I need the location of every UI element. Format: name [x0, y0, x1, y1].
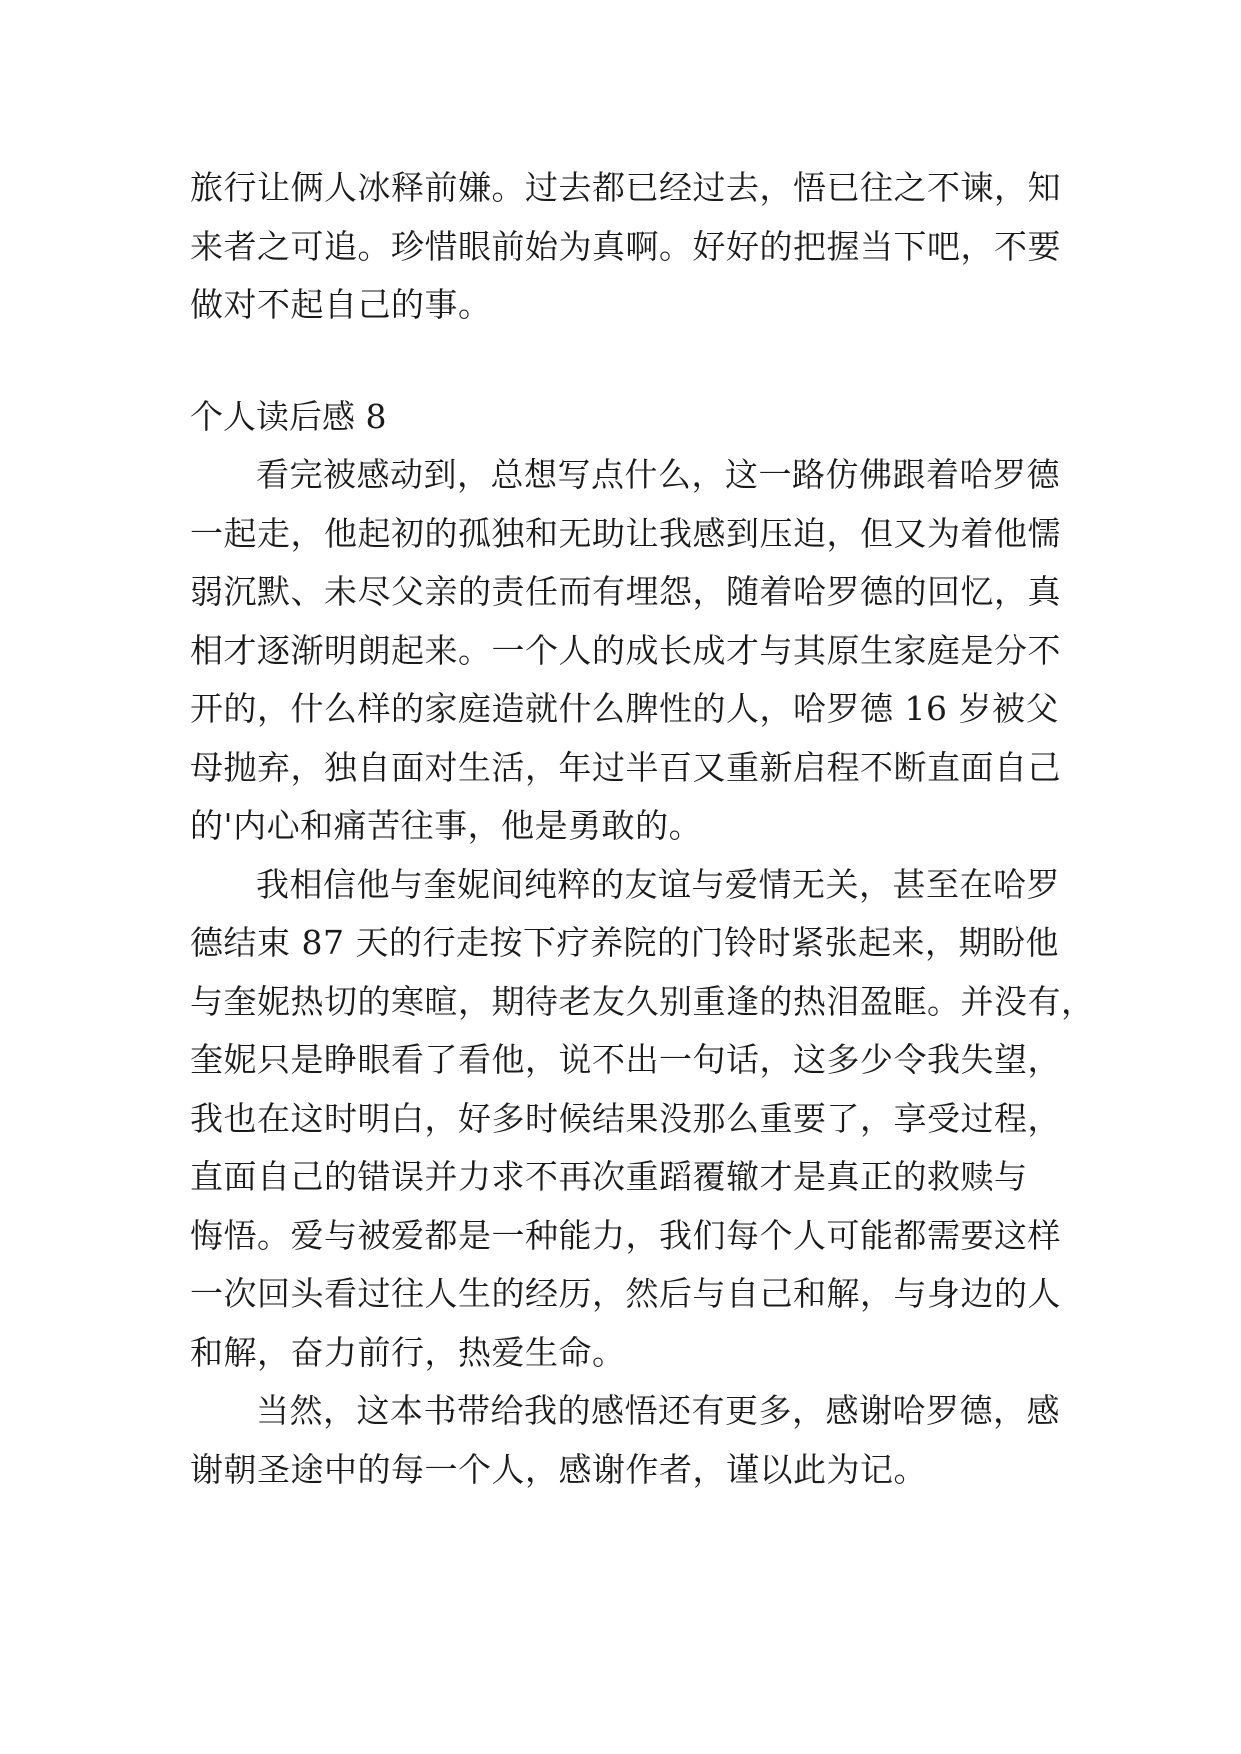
body-text [190, 446, 1095, 1499]
paragraph-line: 德结束 87 天的行走按下疗养院的门铃时紧张起来，期盼他 [190, 923, 1059, 962]
paragraph-line: 悔悟。爱与被爱都是一种能力，我们每个人可能都需要这样 [190, 1215, 1061, 1255]
section-heading: 个人读后感 8 [190, 397, 387, 436]
paragraph-line: 我也在这时明白，好多时候结果没那么重要了，享受过程， [190, 1098, 1061, 1138]
paragraph-line: 看完被感动到，总想写点什么，这一路仿佛跟着哈罗德 [256, 455, 1060, 494]
paragraph-line: 开的，什么样的家庭造就什么脾性的人，哈罗德 16 岁被父 [190, 689, 1059, 728]
paragraph-line: 来者之可追。珍惜眼前始为真啊。好好的把握当下吧，不要 [190, 226, 1061, 266]
paragraph-line: 的'内心和痛苦往事，他是勇敢的。 [190, 806, 703, 845]
paragraph-line: 和解，奋力前行，热爱生命。 [190, 1332, 626, 1372]
paragraph-line: 一起走，他起初的孤独和无助让我感到压迫，但又为着他懦 [190, 513, 1061, 553]
paragraph-line: 相才逐渐明朗起来。一个人的成长成才与其原生家庭是分不 [190, 630, 1061, 670]
intro-paragraph [190, 159, 1070, 335]
paragraph-line: 当然，这本书带给我的感悟还有更多，感谢哈罗德，感 [256, 1391, 1060, 1430]
paragraph-line: 与奎妮热切的寒暄，期待老友久别重逢的热泪盈眶。并没有， [190, 981, 1095, 1021]
paragraph-line: 弱沉默、未尽父亲的责任而有埋怨，随着哈罗德的回忆，真 [190, 572, 1061, 611]
paragraph-line: 旅行让俩人冰释前嫌。过去都已经过去，悟已往之不谏，知 [190, 168, 1061, 207]
paragraph-line: 奎妮只是睁眼看了看他，说不出一句话，这多少令我失望， [190, 1040, 1061, 1079]
paragraph-line: 母抛弃，独自面对生活，年过半百又重新启程不断直面自己 [190, 747, 1061, 787]
paragraph-line: 我相信他与奎妮间纯粹的友谊与爱情无关，甚至在哈罗 [256, 864, 1060, 904]
paragraph-line: 做对不起自己的事。 [190, 285, 492, 324]
paragraph-line: 一次回头看过往人生的经历，然后与自己和解，与身边的人 [190, 1274, 1061, 1313]
paragraph-line: 谢朝圣途中的每一个人，感谢作者，谨以此为记。 [190, 1449, 927, 1489]
paragraph-line: 直面自己的错误并力求不再次重蹈覆辙才是真正的救赎与 [190, 1157, 1028, 1196]
